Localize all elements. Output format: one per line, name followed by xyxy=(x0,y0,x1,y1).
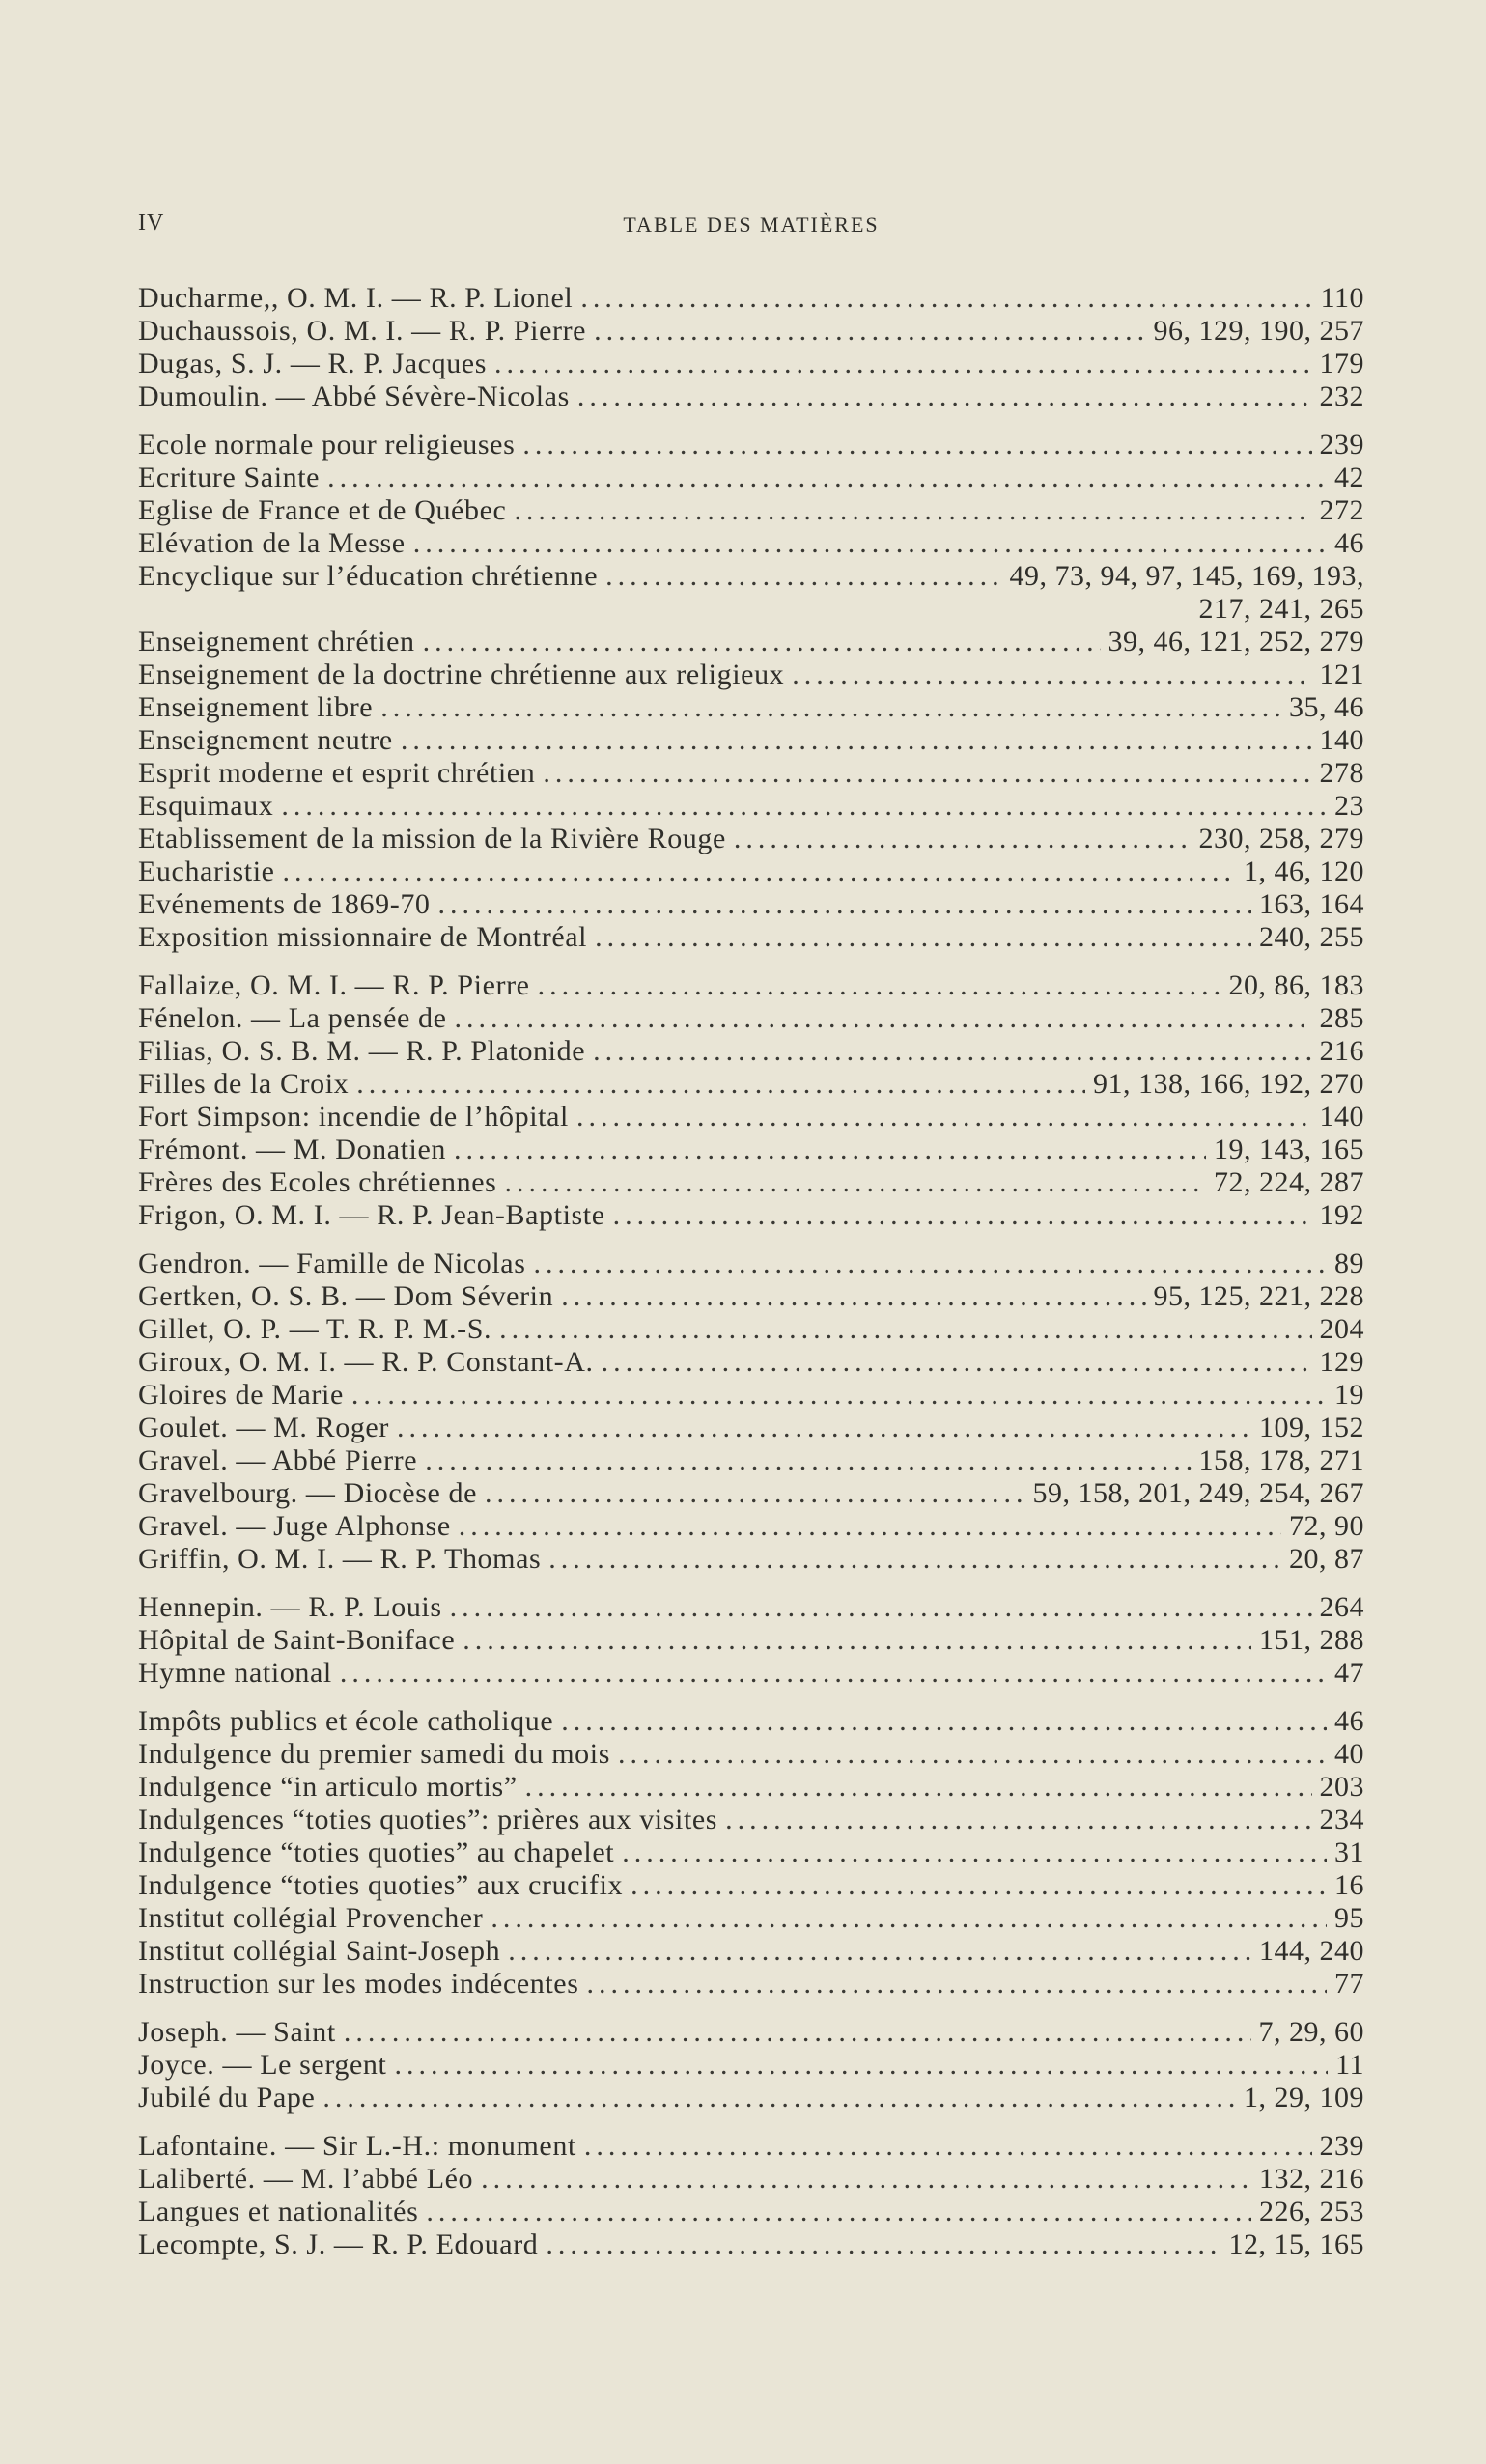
index-term: Impôts publics et école catholique xyxy=(138,1705,554,1737)
dot-leader xyxy=(322,2082,1236,2114)
dot-leader xyxy=(605,560,1001,593)
index-entry xyxy=(138,1134,1364,1166)
index-entry xyxy=(138,1199,1364,1232)
index-entry xyxy=(138,2016,1364,2049)
index-pages: 19 xyxy=(1334,1379,1364,1411)
dot-leader xyxy=(283,855,1236,888)
index-entry xyxy=(138,658,1364,691)
index-entry xyxy=(138,1280,1364,1313)
index-entry xyxy=(138,921,1364,954)
index-entry xyxy=(138,1002,1364,1035)
index-entry xyxy=(138,1738,1364,1771)
index-term: Fénelon. — La pensée de xyxy=(138,1002,447,1034)
index-entry xyxy=(138,626,1364,658)
dot-leader xyxy=(491,1902,1327,1935)
index-pages: 47 xyxy=(1334,1657,1364,1689)
dot-leader xyxy=(485,1477,1024,1510)
index-term: Lafontaine. — Sir L.-H.: monument xyxy=(138,2130,576,2162)
index-pages: 19, 143, 165 xyxy=(1214,1134,1364,1165)
index-pages: 140 xyxy=(1319,1101,1364,1133)
index-entry xyxy=(138,1705,1364,1738)
running-title: TABLE DES MATIÈRES xyxy=(623,212,880,237)
index-pages: 285 xyxy=(1319,1002,1364,1034)
index-pages: 216 xyxy=(1319,1035,1364,1067)
index-group xyxy=(138,429,1364,954)
index-entry xyxy=(138,1543,1364,1576)
index-term: Encyclique sur l’éducation chrétienne xyxy=(138,560,599,592)
index-entry xyxy=(138,2082,1364,2114)
index-entry xyxy=(138,1444,1364,1477)
dot-leader xyxy=(602,1346,1312,1379)
index-pages: 16 xyxy=(1334,1869,1364,1901)
index-entry xyxy=(138,560,1364,593)
index-term: Frigon, O. M. I. — R. P. Jean-Baptiste xyxy=(138,1199,605,1231)
index-term: Giroux, O. M. I. — R. P. Constant-A. xyxy=(138,1346,594,1378)
dot-leader xyxy=(356,1068,1085,1101)
index-pages: 163, 164 xyxy=(1259,888,1364,920)
index-term: Jubilé du Pape xyxy=(138,2082,316,2114)
index-term: Gravel. — Abbé Pierre xyxy=(138,1444,418,1476)
dot-leader xyxy=(595,921,1251,954)
index-term: Joseph. — Saint xyxy=(138,2016,336,2048)
dot-leader xyxy=(593,1035,1311,1068)
index-entry xyxy=(138,429,1364,462)
index-pages: 234 xyxy=(1319,1804,1364,1835)
index-term: Fort Simpson: incendie de l’hôpital xyxy=(138,1101,569,1133)
index-entry xyxy=(138,790,1364,823)
index-pages: 72, 90 xyxy=(1289,1510,1364,1542)
index-entry xyxy=(138,1935,1364,1968)
index-pages: 240, 255 xyxy=(1259,921,1364,953)
index-group xyxy=(138,2130,1364,2261)
index-entry xyxy=(138,315,1364,348)
index-pages: 23 xyxy=(1334,790,1364,822)
index-term: Indulgence “toties quoties” aux crucifix xyxy=(138,1869,624,1901)
index-pages: 89 xyxy=(1334,1247,1364,1279)
index-pages: 226, 253 xyxy=(1259,2196,1364,2227)
dot-leader xyxy=(613,1199,1312,1232)
index-entry xyxy=(138,2049,1364,2082)
dot-leader xyxy=(561,1705,1327,1738)
index-term: Ecriture Sainte xyxy=(138,462,321,493)
index-entry xyxy=(138,1869,1364,1902)
index-pages: 46 xyxy=(1334,527,1364,559)
index-pages: 31 xyxy=(1334,1836,1364,1868)
index-pages: 110 xyxy=(1320,282,1364,314)
dot-leader xyxy=(351,1379,1327,1412)
index-entry xyxy=(138,1624,1364,1657)
index-pages: 272 xyxy=(1319,494,1364,526)
index-pages: 230, 258, 279 xyxy=(1198,823,1364,854)
index-entry xyxy=(138,2130,1364,2163)
index-term: Fallaize, O. M. I. — R. P. Pierre xyxy=(138,969,530,1001)
dot-leader xyxy=(481,2163,1251,2196)
dot-leader xyxy=(792,658,1311,691)
index-pages: 239 xyxy=(1319,429,1364,461)
dot-leader xyxy=(548,1543,1281,1576)
index-entry xyxy=(138,527,1364,560)
index-entry xyxy=(138,1166,1364,1199)
index-term: Eglise de France et de Québec xyxy=(138,494,507,526)
index-term: Indulgence “in articulo mortis” xyxy=(138,1771,518,1803)
dot-leader xyxy=(494,348,1312,380)
index-entry xyxy=(138,1804,1364,1836)
index-term: Evénements de 1869-70 xyxy=(138,888,431,920)
index-term: Gertken, O. S. B. — Dom Séverin xyxy=(138,1280,554,1312)
index-pages: 35, 46 xyxy=(1289,691,1364,723)
index-term: Dumoulin. — Abbé Sévère-Nicolas xyxy=(138,380,570,412)
index-term: Langues et nationalités xyxy=(138,2196,419,2227)
index-term: Enseignement libre xyxy=(138,691,374,723)
dot-leader xyxy=(561,1280,1145,1313)
index-entry xyxy=(138,724,1364,757)
dot-leader xyxy=(725,1804,1311,1836)
dot-leader xyxy=(504,1166,1206,1199)
index-group xyxy=(138,282,1364,413)
index-term: Instruction sur les modes indécentes xyxy=(138,1968,579,2000)
index-entry xyxy=(138,2228,1364,2261)
page-number: IV xyxy=(138,210,165,236)
index-entry xyxy=(138,282,1364,315)
index-term: Dugas, S. J. — R. P. Jacques xyxy=(138,348,487,379)
dot-leader xyxy=(514,494,1311,527)
index-entry xyxy=(138,1035,1364,1068)
dot-leader xyxy=(580,282,1312,315)
index-pages: 96, 129, 190, 257 xyxy=(1153,315,1364,347)
index-entry xyxy=(138,380,1364,413)
index-pages: 91, 138, 166, 192, 270 xyxy=(1093,1068,1364,1100)
index-term: Etablissement de la mission de la Rivière Rouge xyxy=(138,823,726,854)
index-group xyxy=(138,969,1364,1232)
index-entry xyxy=(138,348,1364,380)
index-entry xyxy=(138,1346,1364,1379)
index-term: Enseignement neutre xyxy=(138,724,393,756)
index-term: Frémont. — M. Donatien xyxy=(138,1134,447,1165)
dot-leader xyxy=(380,691,1281,724)
index-pages: 278 xyxy=(1319,757,1364,789)
dot-leader xyxy=(594,315,1145,348)
index-term: Laliberté. — M. l’abbé Léo xyxy=(138,2163,474,2195)
index-term: Enseignement de la doctrine chrétienne aux religieux xyxy=(138,658,785,690)
index-entry xyxy=(138,969,1364,1002)
dot-leader xyxy=(340,1657,1327,1690)
dot-leader xyxy=(438,888,1251,921)
dot-leader xyxy=(413,527,1327,560)
index-term: Institut collégial Provencher xyxy=(138,1902,484,1934)
index-term: Indulgence du premier samedi du mois xyxy=(138,1738,610,1770)
index-entry xyxy=(138,823,1364,855)
index-pages: 192 xyxy=(1319,1199,1364,1231)
dot-leader xyxy=(734,823,1192,855)
index-pages: 204 xyxy=(1319,1313,1364,1345)
index-pages: 40 xyxy=(1334,1738,1364,1770)
index-pages: 1, 46, 120 xyxy=(1244,855,1364,887)
index-term: Exposition missionnaire de Montréal xyxy=(138,921,588,953)
index-pages: 7, 29, 60 xyxy=(1258,2016,1364,2048)
index-term: Hymne national xyxy=(138,1657,332,1689)
dot-leader xyxy=(327,462,1327,494)
index-entry xyxy=(138,1836,1364,1869)
index-pages: 121 xyxy=(1319,658,1364,690)
dot-leader xyxy=(584,2130,1312,2163)
dot-leader xyxy=(499,1313,1311,1346)
index-pages: 59, 158, 201, 249, 254, 267 xyxy=(1032,1477,1364,1509)
index-term: Filias, O. S. B. M. — R. P. Platonide xyxy=(138,1035,586,1067)
dot-leader xyxy=(546,2228,1220,2261)
index-group xyxy=(138,1705,1364,2001)
index-pages: 46 xyxy=(1334,1705,1364,1737)
dot-leader xyxy=(522,429,1311,462)
index-entry xyxy=(138,1657,1364,1690)
index-term: Hennepin. — R. P. Louis xyxy=(138,1591,442,1623)
index-pages: 203 xyxy=(1319,1771,1364,1803)
index-pages: 151, 288 xyxy=(1259,1624,1364,1656)
dot-leader xyxy=(281,790,1327,823)
index-entry xyxy=(138,888,1364,921)
index-pages: 39, 46, 121, 252, 279 xyxy=(1107,626,1364,658)
dot-leader xyxy=(463,1624,1251,1657)
dot-leader xyxy=(576,1101,1312,1134)
dot-leader xyxy=(459,1510,1281,1543)
index-pages-continued: 217, 241, 265 xyxy=(1198,593,1364,625)
index-pages: 144, 240 xyxy=(1259,1935,1364,1967)
index-pages: 77 xyxy=(1334,1968,1364,2000)
dot-leader xyxy=(508,1935,1251,1968)
index-pages: 20, 86, 183 xyxy=(1228,969,1364,1001)
index-pages: 132, 216 xyxy=(1259,2163,1364,2195)
dot-leader xyxy=(344,2016,1251,2049)
index-entry xyxy=(138,494,1364,527)
index-pages: 42 xyxy=(1334,462,1364,493)
dot-leader xyxy=(401,724,1312,757)
dot-leader xyxy=(455,1002,1312,1035)
index-pages: 95 xyxy=(1334,1902,1364,1934)
index-entry xyxy=(138,855,1364,888)
index-pages: 239 xyxy=(1319,2130,1364,2162)
index-term: Frères des Ecoles chrétiennes xyxy=(138,1166,497,1198)
dot-leader xyxy=(394,2049,1328,2082)
index-entry xyxy=(138,691,1364,724)
index-pages: 1, 29, 109 xyxy=(1244,2082,1364,2114)
index-term: Griffin, O. M. I. — R. P. Thomas xyxy=(138,1543,542,1575)
dot-leader xyxy=(543,757,1311,790)
index-entry xyxy=(138,1101,1364,1134)
index-pages: 129 xyxy=(1319,1346,1364,1378)
index-term: Goulet. — M. Roger xyxy=(138,1412,389,1443)
dot-leader xyxy=(423,626,1101,658)
index-term: Gravelbourg. — Diocèse de xyxy=(138,1477,478,1509)
index-term: Lecompte, S. J. — R. P. Edouard xyxy=(138,2228,539,2260)
dot-leader xyxy=(426,2196,1251,2228)
index-entry xyxy=(138,1477,1364,1510)
index-entry xyxy=(138,1412,1364,1444)
index-term: Institut collégial Saint-Joseph xyxy=(138,1935,501,1967)
index-group xyxy=(138,1591,1364,1690)
dot-leader xyxy=(425,1444,1191,1477)
dot-leader xyxy=(587,1968,1328,2001)
index-entry xyxy=(138,1313,1364,1346)
dot-leader xyxy=(450,1591,1312,1624)
index-entry xyxy=(138,1968,1364,2001)
index-term: Gloires de Marie xyxy=(138,1379,344,1411)
index-pages: 264 xyxy=(1319,1591,1364,1623)
index-entry xyxy=(138,1591,1364,1624)
dot-leader xyxy=(525,1771,1312,1804)
index-entry xyxy=(138,1068,1364,1101)
index-pages: 109, 152 xyxy=(1259,1412,1364,1443)
index-term: Gendron. — Famille de Nicolas xyxy=(138,1247,526,1279)
index-pages: 72, 224, 287 xyxy=(1214,1166,1364,1198)
index-term: Indulgence “toties quoties” au chapelet xyxy=(138,1836,615,1868)
index-list xyxy=(138,282,1364,2277)
index-term: Enseignement chrétien xyxy=(138,626,415,658)
index-pages: 49, 73, 94, 97, 145, 169, 193, xyxy=(1009,560,1364,592)
index-entry xyxy=(138,1510,1364,1543)
index-term: Esprit moderne et esprit chrétien xyxy=(138,757,536,789)
index-entry xyxy=(138,462,1364,494)
index-term: Gillet, O. P. — T. R. P. M.-S. xyxy=(138,1313,492,1345)
dot-leader xyxy=(618,1738,1327,1771)
index-group xyxy=(138,1247,1364,1576)
index-pages: 95, 125, 221, 228 xyxy=(1153,1280,1364,1312)
index-entry xyxy=(138,2196,1364,2228)
index-pages: 11 xyxy=(1335,2049,1364,2081)
index-term: Filles de la Croix xyxy=(138,1068,350,1100)
index-pages: 232 xyxy=(1319,380,1364,412)
index-term: Ecole normale pour religieuses xyxy=(138,429,516,461)
dot-leader xyxy=(577,380,1312,413)
page-header xyxy=(138,210,1364,245)
index-entry xyxy=(138,1771,1364,1804)
index-entry xyxy=(138,757,1364,790)
index-term: Duchaussois, O. M. I. — R. P. Pierre xyxy=(138,315,587,347)
index-term: Gravel. — Juge Alphonse xyxy=(138,1510,451,1542)
dot-leader xyxy=(631,1869,1327,1902)
dot-leader xyxy=(622,1836,1327,1869)
index-entry xyxy=(138,1247,1364,1280)
index-pages: 140 xyxy=(1319,724,1364,756)
index-pages: 158, 178, 271 xyxy=(1198,1444,1364,1476)
index-entry xyxy=(138,1902,1364,1935)
dot-leader xyxy=(454,1134,1206,1166)
index-term: Eucharistie xyxy=(138,855,275,887)
index-group xyxy=(138,2016,1364,2114)
index-term: Ducharme,, O. M. I. — R. P. Lionel xyxy=(138,282,574,314)
index-pages: 20, 87 xyxy=(1289,1543,1364,1575)
index-entry xyxy=(138,1379,1364,1412)
index-term: Elévation de la Messe xyxy=(138,527,406,559)
index-term: Indulgences “toties quoties”: prières aux visites xyxy=(138,1804,718,1835)
index-term: Esquimaux xyxy=(138,790,274,822)
index-pages: 12, 15, 165 xyxy=(1228,2228,1364,2260)
index-pages: 179 xyxy=(1319,348,1364,379)
index-entry xyxy=(138,2163,1364,2196)
dot-leader xyxy=(397,1412,1251,1444)
index-term: Hôpital de Saint-Boniface xyxy=(138,1624,456,1656)
dot-leader xyxy=(533,1247,1327,1280)
dot-leader xyxy=(538,969,1221,1002)
index-term: Joyce. — Le sergent xyxy=(138,2049,387,2081)
